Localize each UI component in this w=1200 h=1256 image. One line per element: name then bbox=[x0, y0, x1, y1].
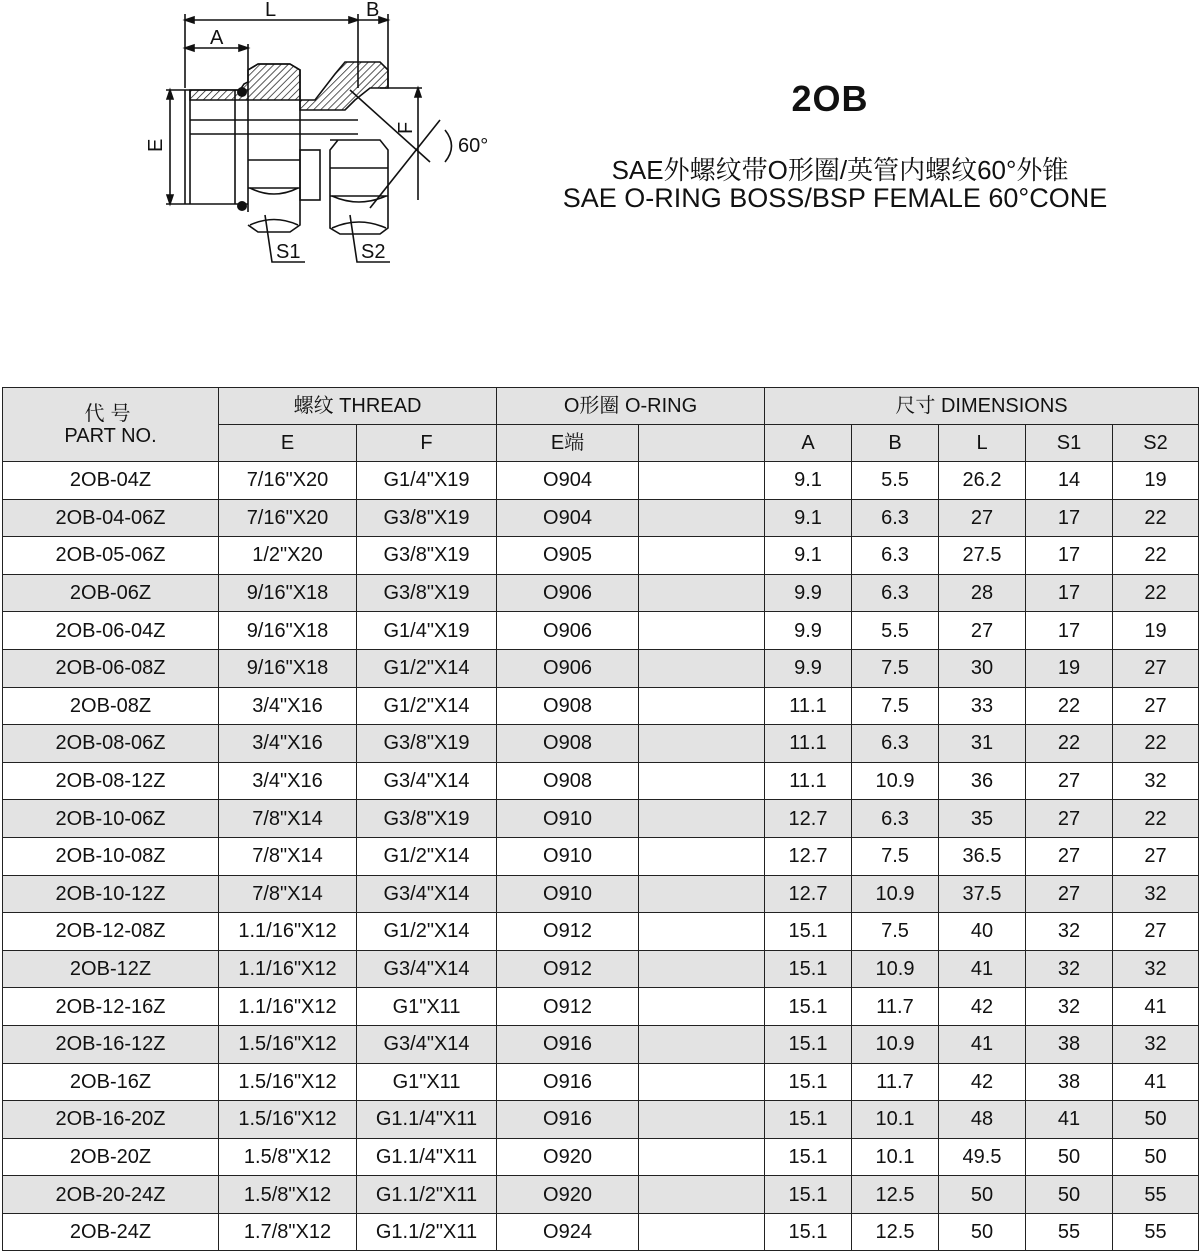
cell-dim-L: 27.5 bbox=[939, 537, 1026, 575]
col-header-F: F bbox=[357, 425, 497, 462]
col-header-blank bbox=[639, 425, 765, 462]
cell-dim-B: 7.5 bbox=[852, 649, 939, 687]
cell-dim-S1: 38 bbox=[1026, 1025, 1113, 1063]
cell-thread-E: 7/16"X20 bbox=[219, 499, 357, 537]
cell-dim-S2: 41 bbox=[1113, 1063, 1199, 1101]
col-header-L: L bbox=[939, 425, 1026, 462]
cell-oring-E: O920 bbox=[497, 1176, 639, 1214]
cell-dim-S1: 50 bbox=[1026, 1176, 1113, 1214]
table-row bbox=[3, 875, 1199, 913]
cell-thread-F: G1.1/2"X11 bbox=[357, 1213, 497, 1251]
table-row bbox=[3, 499, 1199, 537]
header-part-en: PART NO. bbox=[64, 424, 157, 447]
cell-dim-L: 35 bbox=[939, 800, 1026, 838]
cell-thread-E: 7/8"X14 bbox=[219, 875, 357, 913]
cell-dim-L: 41 bbox=[939, 950, 1026, 988]
dim-label-F: F bbox=[395, 121, 417, 134]
cell-dim-B: 6.3 bbox=[852, 537, 939, 575]
cell-thread-E: 3/4"X16 bbox=[219, 687, 357, 725]
cell-oring-E: O906 bbox=[497, 574, 639, 612]
cell-thread-F: G3/8"X19 bbox=[357, 800, 497, 838]
cell-dim-L: 48 bbox=[939, 1101, 1026, 1139]
cell-dim-B: 12.5 bbox=[852, 1176, 939, 1214]
cell-part-no: 2OB-10-06Z bbox=[3, 800, 219, 838]
dim-label-A: A bbox=[210, 27, 224, 49]
cell-dim-L: 49.5 bbox=[939, 1138, 1026, 1176]
table-row bbox=[3, 1213, 1199, 1251]
cell-part-no: 2OB-16Z bbox=[3, 1063, 219, 1101]
cell-oring-E: O910 bbox=[497, 800, 639, 838]
table-row bbox=[3, 800, 1199, 838]
cell-thread-E: 1.5/16"X12 bbox=[219, 1025, 357, 1063]
table-row bbox=[3, 1138, 1199, 1176]
cell-dim-L: 28 bbox=[939, 574, 1026, 612]
cell-part-no: 2OB-10-08Z bbox=[3, 837, 219, 875]
dimensions-table bbox=[2, 387, 1199, 1251]
cell-oring-blank bbox=[639, 1063, 765, 1101]
cell-thread-F: G1/2"X14 bbox=[357, 687, 497, 725]
cell-thread-F: G3/4"X14 bbox=[357, 950, 497, 988]
cell-part-no: 2OB-16-20Z bbox=[3, 1101, 219, 1139]
cell-thread-E: 9/16"X18 bbox=[219, 649, 357, 687]
cell-thread-E: 9/16"X18 bbox=[219, 612, 357, 650]
header-oring: O形圈 O-RING bbox=[497, 388, 765, 425]
table-row bbox=[3, 725, 1199, 763]
cell-oring-blank bbox=[639, 762, 765, 800]
table-row bbox=[3, 612, 1199, 650]
cell-oring-E: O924 bbox=[497, 1213, 639, 1251]
cell-part-no: 2OB-10-12Z bbox=[3, 875, 219, 913]
cell-oring-blank bbox=[639, 1213, 765, 1251]
cell-dim-L: 42 bbox=[939, 1063, 1026, 1101]
cell-part-no: 2OB-16-12Z bbox=[3, 1025, 219, 1063]
cell-dim-L: 40 bbox=[939, 913, 1026, 951]
fitting-technical-drawing bbox=[140, 0, 500, 275]
cell-oring-blank bbox=[639, 913, 765, 951]
cell-dim-S1: 19 bbox=[1026, 649, 1113, 687]
cell-oring-blank bbox=[639, 837, 765, 875]
header-part-no bbox=[3, 388, 219, 462]
cell-dim-S1: 22 bbox=[1026, 725, 1113, 763]
cell-dim-B: 6.3 bbox=[852, 725, 939, 763]
cell-part-no: 2OB-06Z bbox=[3, 574, 219, 612]
cell-dim-S2: 41 bbox=[1113, 988, 1199, 1026]
cell-dim-S1: 38 bbox=[1026, 1063, 1113, 1101]
cell-dim-B: 10.1 bbox=[852, 1138, 939, 1176]
cell-dim-L: 41 bbox=[939, 1025, 1026, 1063]
table-row bbox=[3, 1063, 1199, 1101]
cell-part-no: 2OB-12-16Z bbox=[3, 988, 219, 1026]
cell-oring-E: O910 bbox=[497, 875, 639, 913]
cell-dim-L: 33 bbox=[939, 687, 1026, 725]
cell-part-no: 2OB-20Z bbox=[3, 1138, 219, 1176]
cell-part-no: 2OB-05-06Z bbox=[3, 537, 219, 575]
cell-oring-blank bbox=[639, 950, 765, 988]
cell-dim-B: 10.9 bbox=[852, 950, 939, 988]
cell-thread-E: 3/4"X16 bbox=[219, 762, 357, 800]
cell-dim-S2: 19 bbox=[1113, 612, 1199, 650]
cell-dim-B: 6.3 bbox=[852, 574, 939, 612]
cell-dim-A: 15.1 bbox=[765, 913, 852, 951]
cell-dim-A: 9.9 bbox=[765, 649, 852, 687]
cell-thread-F: G1/2"X14 bbox=[357, 913, 497, 951]
cell-dim-S1: 41 bbox=[1026, 1101, 1113, 1139]
cell-dim-A: 12.7 bbox=[765, 837, 852, 875]
cell-dim-S2: 32 bbox=[1113, 1025, 1199, 1063]
table-row bbox=[3, 687, 1199, 725]
cell-dim-B: 12.5 bbox=[852, 1213, 939, 1251]
cell-oring-E: O904 bbox=[497, 462, 639, 500]
cell-oring-blank bbox=[639, 649, 765, 687]
cell-dim-A: 15.1 bbox=[765, 950, 852, 988]
cell-thread-E: 1.1/16"X12 bbox=[219, 950, 357, 988]
cell-dim-L: 27 bbox=[939, 612, 1026, 650]
cell-thread-E: 1.5/16"X12 bbox=[219, 1101, 357, 1139]
cell-thread-F: G1"X11 bbox=[357, 988, 497, 1026]
cell-oring-blank bbox=[639, 725, 765, 763]
cell-thread-F: G1.1/4"X11 bbox=[357, 1138, 497, 1176]
cell-part-no: 2OB-20-24Z bbox=[3, 1176, 219, 1214]
col-header-E: E bbox=[219, 425, 357, 462]
cell-thread-E: 7/8"X14 bbox=[219, 837, 357, 875]
cell-oring-blank bbox=[639, 1025, 765, 1063]
cell-part-no: 2OB-24Z bbox=[3, 1213, 219, 1251]
cell-oring-E: O908 bbox=[497, 762, 639, 800]
dim-label-angle: 60° bbox=[458, 135, 489, 157]
cell-thread-F: G1/4"X19 bbox=[357, 462, 497, 500]
dim-label-L: L bbox=[265, 0, 277, 21]
cell-dim-S2: 27 bbox=[1113, 649, 1199, 687]
dim-label-S2: S2 bbox=[361, 241, 386, 263]
cell-dim-S2: 22 bbox=[1113, 800, 1199, 838]
cell-oring-E: O905 bbox=[497, 537, 639, 575]
cell-oring-blank bbox=[639, 537, 765, 575]
cell-oring-E: O904 bbox=[497, 499, 639, 537]
cell-dim-A: 12.7 bbox=[765, 875, 852, 913]
col-header-B: B bbox=[852, 425, 939, 462]
cell-oring-E: O916 bbox=[497, 1101, 639, 1139]
cell-dim-S2: 55 bbox=[1113, 1213, 1199, 1251]
cell-dim-B: 11.7 bbox=[852, 1063, 939, 1101]
cell-dim-L: 30 bbox=[939, 649, 1026, 687]
cell-thread-E: 9/16"X18 bbox=[219, 574, 357, 612]
cell-oring-E: O906 bbox=[497, 612, 639, 650]
cell-dim-L: 26.2 bbox=[939, 462, 1026, 500]
cell-part-no: 2OB-06-04Z bbox=[3, 612, 219, 650]
cell-dim-S1: 27 bbox=[1026, 875, 1113, 913]
cell-dim-S1: 27 bbox=[1026, 800, 1113, 838]
cell-dim-S1: 27 bbox=[1026, 762, 1113, 800]
cell-part-no: 2OB-04Z bbox=[3, 462, 219, 500]
cell-thread-F: G3/8"X19 bbox=[357, 574, 497, 612]
cell-dim-S1: 32 bbox=[1026, 950, 1113, 988]
cell-dim-A: 15.1 bbox=[765, 1101, 852, 1139]
cell-dim-A: 9.1 bbox=[765, 462, 852, 500]
cell-thread-E: 1.1/16"X12 bbox=[219, 988, 357, 1026]
cell-oring-E: O912 bbox=[497, 988, 639, 1026]
cell-dim-S1: 17 bbox=[1026, 612, 1113, 650]
cell-dim-S1: 17 bbox=[1026, 574, 1113, 612]
cell-dim-B: 7.5 bbox=[852, 687, 939, 725]
cell-oring-blank bbox=[639, 574, 765, 612]
cell-part-no: 2OB-04-06Z bbox=[3, 499, 219, 537]
cell-dim-S2: 50 bbox=[1113, 1101, 1199, 1139]
cell-dim-S2: 32 bbox=[1113, 875, 1199, 913]
cell-oring-E: O920 bbox=[497, 1138, 639, 1176]
cell-dim-B: 10.1 bbox=[852, 1101, 939, 1139]
cell-dim-S1: 55 bbox=[1026, 1213, 1113, 1251]
cell-part-no: 2OB-12-08Z bbox=[3, 913, 219, 951]
cell-dim-B: 6.3 bbox=[852, 499, 939, 537]
cell-dim-A: 11.1 bbox=[765, 725, 852, 763]
cell-oring-blank bbox=[639, 1101, 765, 1139]
cell-thread-F: G3/8"X19 bbox=[357, 725, 497, 763]
cell-thread-F: G1/4"X19 bbox=[357, 612, 497, 650]
cell-dim-B: 7.5 bbox=[852, 837, 939, 875]
cell-dim-S2: 32 bbox=[1113, 762, 1199, 800]
cell-part-no: 2OB-08Z bbox=[3, 687, 219, 725]
cell-dim-S1: 27 bbox=[1026, 837, 1113, 875]
table-row bbox=[3, 1025, 1199, 1063]
cell-dim-B: 7.5 bbox=[852, 913, 939, 951]
cell-dim-L: 36 bbox=[939, 762, 1026, 800]
cell-dim-A: 9.1 bbox=[765, 537, 852, 575]
cell-thread-E: 1.1/16"X12 bbox=[219, 913, 357, 951]
cell-dim-S2: 27 bbox=[1113, 837, 1199, 875]
cell-dim-B: 10.9 bbox=[852, 875, 939, 913]
cell-dim-L: 36.5 bbox=[939, 837, 1026, 875]
cell-dim-S2: 27 bbox=[1113, 687, 1199, 725]
cell-oring-E: O912 bbox=[497, 950, 639, 988]
cell-oring-blank bbox=[639, 687, 765, 725]
cell-oring-E: O916 bbox=[497, 1063, 639, 1101]
table-row bbox=[3, 762, 1199, 800]
cell-dim-A: 15.1 bbox=[765, 1176, 852, 1214]
table-row bbox=[3, 988, 1199, 1026]
cell-dim-A: 11.1 bbox=[765, 687, 852, 725]
cell-thread-E: 1.7/8"X12 bbox=[219, 1213, 357, 1251]
table-row bbox=[3, 950, 1199, 988]
cell-dim-B: 10.9 bbox=[852, 762, 939, 800]
col-header-A: A bbox=[765, 425, 852, 462]
cell-dim-S2: 32 bbox=[1113, 950, 1199, 988]
cell-part-no: 2OB-12Z bbox=[3, 950, 219, 988]
cell-part-no: 2OB-08-06Z bbox=[3, 725, 219, 763]
table-row bbox=[3, 462, 1199, 500]
dim-label-B: B bbox=[366, 0, 380, 21]
cell-thread-F: G1"X11 bbox=[357, 1063, 497, 1101]
cell-dim-S1: 32 bbox=[1026, 988, 1113, 1026]
cell-dim-B: 5.5 bbox=[852, 462, 939, 500]
cell-dim-L: 37.5 bbox=[939, 875, 1026, 913]
cell-dim-B: 10.9 bbox=[852, 1025, 939, 1063]
cell-oring-blank bbox=[639, 800, 765, 838]
subtitle-english: SAE O-RING BOSS/BSP FEMALE 60°CONE bbox=[562, 183, 1108, 213]
col-header-S2: S2 bbox=[1113, 425, 1199, 462]
cell-dim-S1: 17 bbox=[1026, 537, 1113, 575]
cell-oring-blank bbox=[639, 499, 765, 537]
cell-oring-blank bbox=[639, 1176, 765, 1214]
cell-dim-S2: 55 bbox=[1113, 1176, 1199, 1214]
cell-dim-S1: 32 bbox=[1026, 913, 1113, 951]
cell-dim-S1: 17 bbox=[1026, 499, 1113, 537]
table-row bbox=[3, 574, 1199, 612]
cell-dim-A: 9.1 bbox=[765, 499, 852, 537]
cell-oring-E: O916 bbox=[497, 1025, 639, 1063]
cell-dim-A: 15.1 bbox=[765, 988, 852, 1026]
cell-dim-S2: 22 bbox=[1113, 499, 1199, 537]
cell-thread-F: G3/4"X14 bbox=[357, 762, 497, 800]
cell-thread-F: G3/4"X14 bbox=[357, 875, 497, 913]
cell-thread-E: 1.5/8"X12 bbox=[219, 1176, 357, 1214]
cell-thread-E: 7/16"X20 bbox=[219, 462, 357, 500]
cell-oring-E: O910 bbox=[497, 837, 639, 875]
cell-dim-A: 9.9 bbox=[765, 612, 852, 650]
cell-dim-L: 50 bbox=[939, 1176, 1026, 1214]
cell-thread-E: 1.5/8"X12 bbox=[219, 1138, 357, 1176]
cell-oring-E: O906 bbox=[497, 649, 639, 687]
cell-dim-S1: 50 bbox=[1026, 1138, 1113, 1176]
table-row bbox=[3, 649, 1199, 687]
cell-dim-L: 42 bbox=[939, 988, 1026, 1026]
cell-oring-E: O908 bbox=[497, 725, 639, 763]
cell-dim-S2: 22 bbox=[1113, 725, 1199, 763]
cell-thread-E: 7/8"X14 bbox=[219, 800, 357, 838]
cell-dim-L: 50 bbox=[939, 1213, 1026, 1251]
cell-oring-E: O908 bbox=[497, 687, 639, 725]
cell-thread-F: G1/2"X14 bbox=[357, 837, 497, 875]
table-row bbox=[3, 913, 1199, 951]
cell-oring-blank bbox=[639, 462, 765, 500]
cell-dim-B: 6.3 bbox=[852, 800, 939, 838]
cell-dim-A: 11.1 bbox=[765, 762, 852, 800]
cell-dim-A: 15.1 bbox=[765, 1025, 852, 1063]
subtitle-chinese: SAE外螺纹带O形圈/英管内螺纹60°外锥 bbox=[611, 155, 1069, 185]
cell-dim-S2: 22 bbox=[1113, 574, 1199, 612]
cell-dim-L: 31 bbox=[939, 725, 1026, 763]
cell-part-no: 2OB-06-08Z bbox=[3, 649, 219, 687]
table-row bbox=[3, 837, 1199, 875]
dim-label-E: E bbox=[145, 138, 167, 152]
cell-oring-blank bbox=[639, 612, 765, 650]
cell-dim-A: 9.9 bbox=[765, 574, 852, 612]
cell-dim-A: 15.1 bbox=[765, 1213, 852, 1251]
table-row bbox=[3, 537, 1199, 575]
cell-thread-F: G3/4"X14 bbox=[357, 1025, 497, 1063]
cell-dim-A: 15.1 bbox=[765, 1138, 852, 1176]
cell-dim-S2: 27 bbox=[1113, 913, 1199, 951]
product-code-title: 2OB bbox=[791, 78, 869, 119]
cell-dim-L: 27 bbox=[939, 499, 1026, 537]
cell-oring-E: O912 bbox=[497, 913, 639, 951]
cell-thread-F: G1.1/2"X11 bbox=[357, 1176, 497, 1214]
header-part-cn: 代号 bbox=[84, 402, 137, 425]
cell-part-no: 2OB-08-12Z bbox=[3, 762, 219, 800]
header-dimensions: 尺寸 DIMENSIONS bbox=[765, 388, 1199, 425]
header-thread: 螺纹 THREAD bbox=[219, 388, 497, 425]
table-row bbox=[3, 1101, 1199, 1139]
table-body bbox=[3, 462, 1199, 1251]
cell-dim-A: 12.7 bbox=[765, 800, 852, 838]
cell-oring-blank bbox=[639, 875, 765, 913]
table-row bbox=[3, 1176, 1199, 1214]
cell-dim-S1: 14 bbox=[1026, 462, 1113, 500]
cell-thread-E: 1.5/16"X12 bbox=[219, 1063, 357, 1101]
cell-thread-E: 1/2"X20 bbox=[219, 537, 357, 575]
cell-thread-F: G3/8"X19 bbox=[357, 537, 497, 575]
cell-thread-F: G1.1/4"X11 bbox=[357, 1101, 497, 1139]
cell-dim-B: 5.5 bbox=[852, 612, 939, 650]
cell-dim-S2: 50 bbox=[1113, 1138, 1199, 1176]
dim-label-S1: S1 bbox=[276, 241, 301, 263]
cell-dim-S1: 22 bbox=[1026, 687, 1113, 725]
cell-thread-F: G3/8"X19 bbox=[357, 499, 497, 537]
cell-dim-B: 11.7 bbox=[852, 988, 939, 1026]
cell-dim-S2: 19 bbox=[1113, 462, 1199, 500]
col-header-E-end: E端 bbox=[497, 425, 639, 462]
cell-dim-S2: 22 bbox=[1113, 537, 1199, 575]
cell-oring-blank bbox=[639, 1138, 765, 1176]
cell-thread-F: G1/2"X14 bbox=[357, 649, 497, 687]
cell-thread-E: 3/4"X16 bbox=[219, 725, 357, 763]
cell-oring-blank bbox=[639, 988, 765, 1026]
col-header-S1: S1 bbox=[1026, 425, 1113, 462]
cell-dim-A: 15.1 bbox=[765, 1063, 852, 1101]
